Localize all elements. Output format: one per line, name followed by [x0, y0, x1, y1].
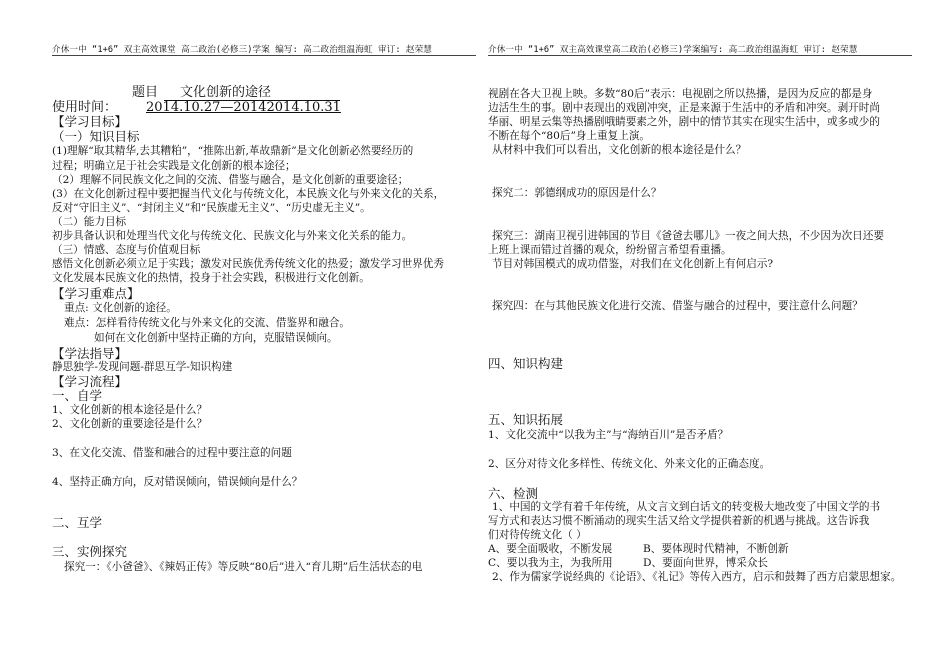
test-question: 写方式和表达习惯不断涌动的现实生活又给文学提供着新的机遇与挑战。这告诉我	[488, 515, 870, 527]
method-text: 静思独学-发现问题-群思互学-知识构建	[52, 361, 233, 373]
title-prefix: 题目	[132, 85, 159, 100]
time-label: 使用时间：	[52, 100, 118, 115]
goal-text: 感悟文化创新必须立足于实践；激发对民族优秀传统文化的热爱；激发学习世界优秀	[52, 258, 444, 270]
header-rule-left	[52, 55, 476, 56]
page-header-right: 介休一中 “1+6” 双主高效课堂高二政治(必修三)学案编写: 高二政治组温海虹 审订: 赵荣慧	[488, 45, 858, 55]
section-knowledge-build: 四、知识构建	[488, 356, 564, 371]
difficult-point: 难点：怎样看待传统文化与外来文化的交流、借鉴界和融合。	[64, 317, 351, 329]
goal-text: 初步具备认识和处理当代文化与传统文化、民族文化与外来文化关系的能力。	[52, 230, 413, 242]
section-test: 六、检测	[488, 486, 539, 501]
section-mutual-study: 二、互学	[52, 515, 103, 530]
case-one-question: 从材料中我们可以看出，文化创新的根本途径是什么？	[492, 144, 747, 156]
goal-text: (3）在文化创新过程中要把握当代文化与传统文化，本民族文化与外来文化的关系，	[52, 188, 445, 200]
goal-text: 反对“守旧主义”、“封闭主义”和“民族虚无主义”、“历史虚无主义”。	[52, 202, 371, 214]
key-points-heading: 【学习重难点】	[52, 286, 140, 301]
case-one-text: 华丽、明星云集等热播剧哦睛要素之外，剧中的情节其实在现实生活中，或多或少的	[488, 116, 880, 128]
page-header-left: 介休一中 “1+6” 双主高效课堂 高二政治(必修三)学案 编写: 高二政治组温海虹 审订: 赵荣慧	[52, 45, 432, 55]
time-value: 2014.10.27—20142014.10.31	[146, 100, 341, 115]
case-one-text: 边活生生的事。剧中表现出的戏剧冲突，正是来源于生活中的矛盾和冲突。剥开时尚	[488, 102, 880, 114]
case-three-question: 节目对韩国模式的成功借鉴，对我们在文化创新上有何启示?	[492, 258, 774, 270]
question: 1、文化创新的根本途径是什么？	[52, 404, 208, 416]
question: 4、坚持正确方向，反对错误倾向，错误倾向是什么？	[52, 476, 303, 488]
extend-question: 2、区分对待文化多样性、传统文化、外来文化的正确态度。	[488, 458, 771, 470]
method-heading: 【学法指导】	[52, 346, 128, 361]
case-three-text: 探究三：湖南卫视引进韩国的节目《爸爸去哪儿》一夜之间大热，不少因为次日还要	[492, 230, 884, 242]
goal-text: (1)理解“取其精华,去其糟粕”，“推陈出新,革故鼎新”是文化创新必然要经历的	[52, 145, 414, 157]
key-point: 重点: 文化创新的途径。	[64, 302, 177, 314]
flow-heading: 【学习流程】	[52, 374, 128, 389]
page-title: 文化创新的途径	[180, 85, 272, 100]
test-question: 2、作为儒家学说经典的《论语》、《礼记》等传入西方，启示和鼓舞了西方启蒙思想家。	[492, 571, 902, 583]
option-b: B、要体现时代精神，不断创新	[643, 543, 789, 555]
question: 3、在文化交流、借鉴和融合的过程中要注意的问题	[52, 447, 292, 459]
section-self-study: 一、自学	[52, 388, 103, 403]
test-question: 1、中国的文学有着千年传统，从文言文到白话文的转变极大地改变了中国文学的书	[492, 501, 881, 513]
case-one-text: 探究一：《小爸爸》、《辣妈正传》等反映“80后”进入“育儿期”后生活状态的电	[64, 561, 423, 573]
question: 2、文化创新的重要途径是什么？	[52, 418, 208, 430]
section-knowledge-extend: 五、知识拓展	[488, 412, 564, 427]
section-case-study: 三、实例探究	[52, 544, 128, 559]
case-one-text: 不断在每个“80后”身上重复上演。	[488, 130, 651, 142]
goal-text: 过程；明确立足于社会实践是文化创新的根本途径；	[52, 160, 296, 172]
goal-text: （2）理解不同民族文化之间的交流、借鉴与融合，是文化创新的重要途径；	[52, 174, 409, 186]
knowledge-goal-heading: （一）知识目标	[52, 129, 140, 144]
case-four-question: 探究四：在与其他民族文化进行交流、借鉴与融合的过程中，要注意什么问题？	[492, 300, 863, 312]
difficult-point: 如何在文化创新中坚持正确的方向，克服错误倾向。	[94, 332, 338, 344]
emotion-goal-heading: （三）情感、态度与价值观目标	[52, 244, 201, 256]
case-two-question: 探究二：郭德纲成功的原因是什么？	[492, 187, 662, 199]
case-three-text: 上班上课而错过首播的观众，纷纷留言希望看重播。	[488, 244, 732, 256]
test-question: 们对待传统文化（ ）	[488, 529, 587, 541]
ability-goal-heading: （二）能力目标	[52, 216, 127, 228]
case-one-text: 视剧在各大卫视上映。多数“80后”表示：电视剧之所以热播，是因为反应的都是身	[488, 88, 873, 100]
header-rule-right	[488, 55, 912, 56]
option-c: C、要以我为主，为我所用	[488, 557, 613, 569]
goal-heading: 【学习目标】	[52, 114, 128, 129]
goal-text: 文化发展本民族文化的热情，投身于社会实践，积极进行文化创新。	[52, 272, 370, 284]
option-a: A、要全面吸收，不断发展	[488, 543, 613, 555]
option-d: D、要面向世界，博采众长	[643, 557, 769, 569]
extend-question: 1、文化交流中“以我为主”与“海纳百川”是否矛盾？	[488, 429, 729, 441]
